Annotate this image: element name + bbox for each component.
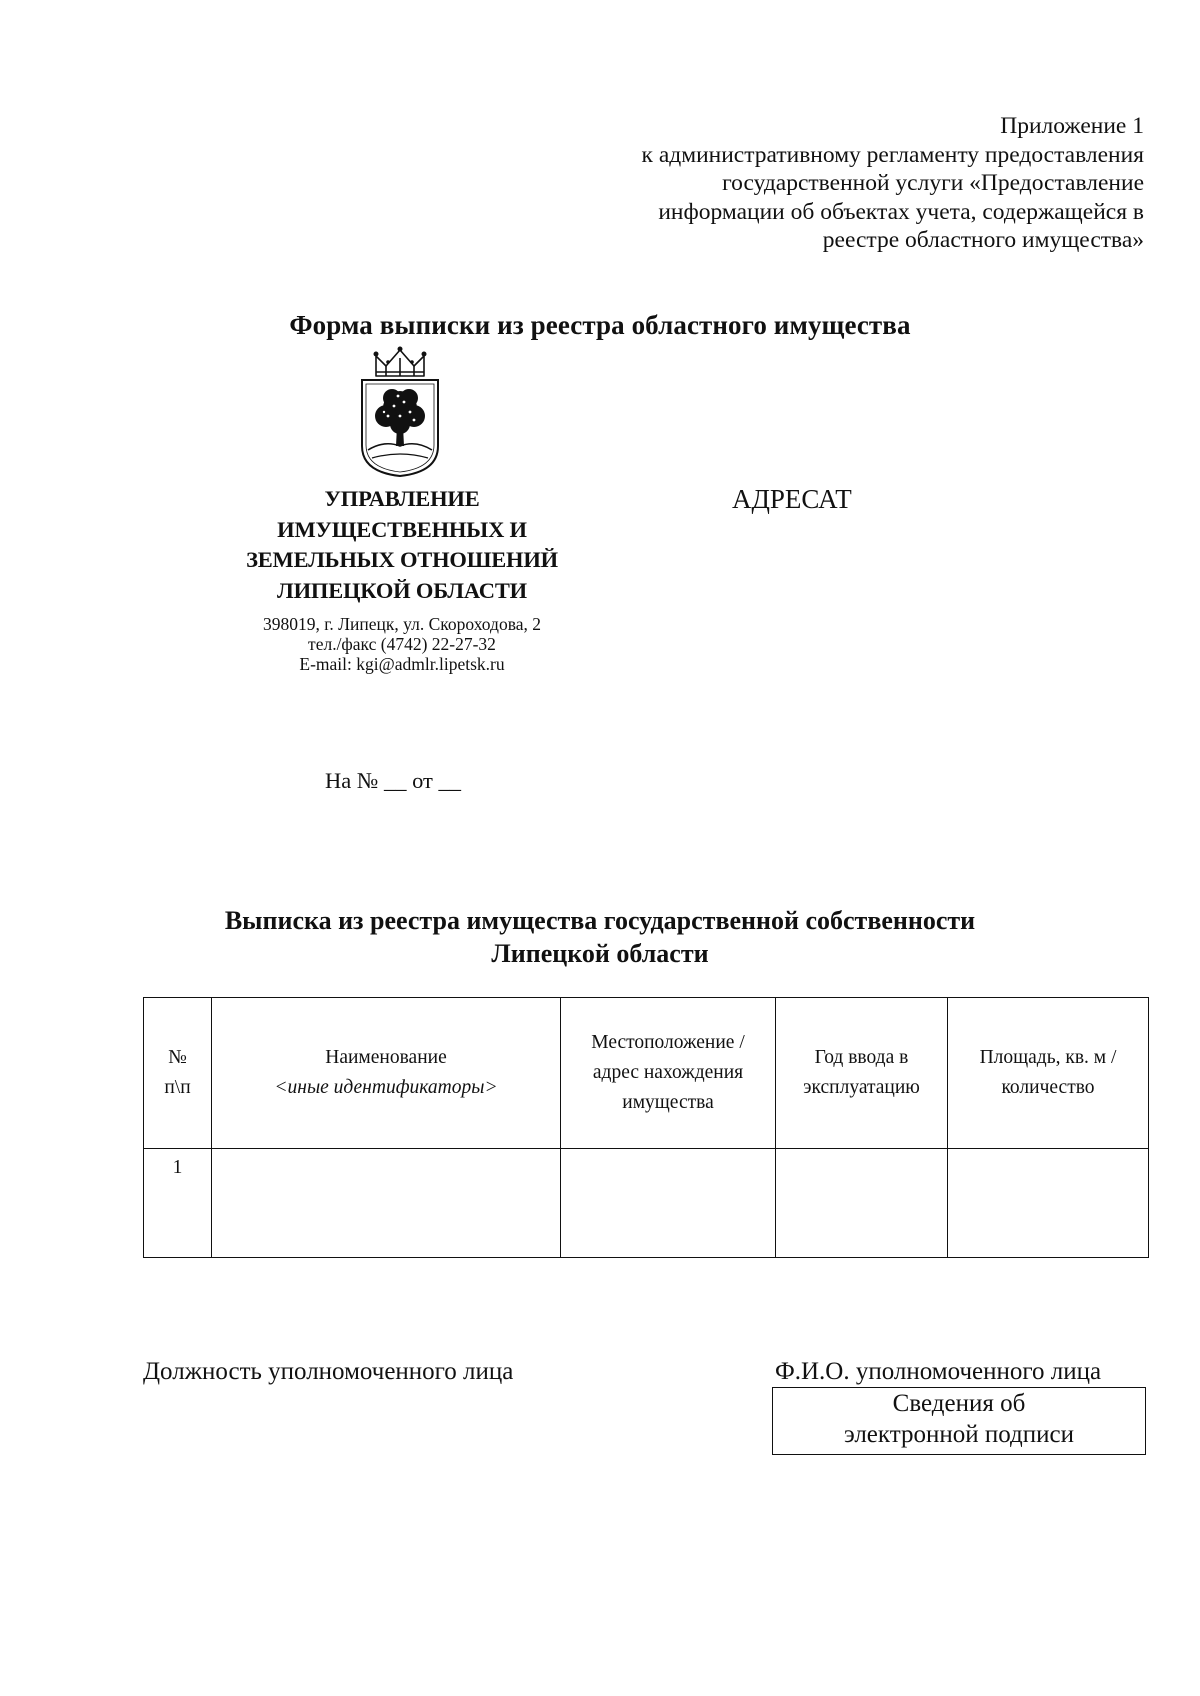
addressee-label: АДРЕСАТ (732, 484, 852, 514)
appendix-note (524, 112, 1144, 255)
cell-name (212, 1149, 561, 1258)
cell-location (561, 1149, 776, 1258)
organization-contacts (222, 614, 582, 674)
form-title: Форма выписки из реестра областного имущества (289, 310, 911, 340)
position-label: Должность уполномоченного лица (143, 1358, 514, 1385)
org-name-line: ИМУЩЕСТВЕННЫХ И (277, 516, 527, 542)
org-name-line: ЗЕМЕЛЬНЫХ ОТНОШЕНИЙ (246, 547, 558, 572)
header-year: Год ввода в эксплуатацию (776, 998, 948, 1149)
header-location: Местоположение / адрес нахождения имущества (561, 998, 776, 1149)
table-row (144, 1149, 1149, 1258)
appendix-line: Приложение 1 (1000, 113, 1144, 139)
org-name-line: УПРАВЛЕНИЕ (324, 486, 480, 511)
org-address: 398019, г. Липецк, ул. Скороходова, 2 (262, 614, 542, 634)
table-header-row (144, 998, 1149, 1149)
name-label: Ф.И.О. уполномоченного лица (775, 1358, 1102, 1385)
extract-title (0, 904, 1200, 970)
registry-table (143, 997, 1149, 1258)
header-name: Наименование <иные идентификаторы> (212, 998, 561, 1149)
esig-line: электронной подписи (844, 1421, 1074, 1448)
extract-title-line: Липецкой области (491, 939, 709, 968)
cell-area (948, 1149, 1149, 1258)
extract-title-line: Выписка из реестра имущества государственной собственности (224, 906, 976, 935)
org-name-line: ЛИПЕЦКОЙ ОБЛАСТИ (277, 577, 527, 603)
org-email: E-mail: kgi@admlr.lipetsk.ru (299, 654, 505, 674)
header-area: Площадь, кв. м / количество (948, 998, 1149, 1149)
cell-year (776, 1149, 948, 1258)
appendix-line: информации об объектах учета, содержащейся в (658, 198, 1144, 225)
reference-line: На № __ от __ (325, 768, 461, 793)
esig-line: Сведения об (892, 1390, 1026, 1417)
electronic-signature-box (772, 1387, 1146, 1455)
cell-number: 1 (144, 1149, 212, 1258)
appendix-line: государственной услуги «Предоставление (722, 170, 1144, 196)
appendix-line: реестре областного имущества» (822, 227, 1144, 253)
lipetsk-coat-of-arms-icon (354, 346, 446, 478)
header-number: № п\п (144, 998, 212, 1149)
organization-name (222, 484, 582, 606)
appendix-line: к административному регламенту предоставления (641, 141, 1144, 168)
org-phone: тел./факс (4742) 22-27-32 (308, 634, 496, 654)
